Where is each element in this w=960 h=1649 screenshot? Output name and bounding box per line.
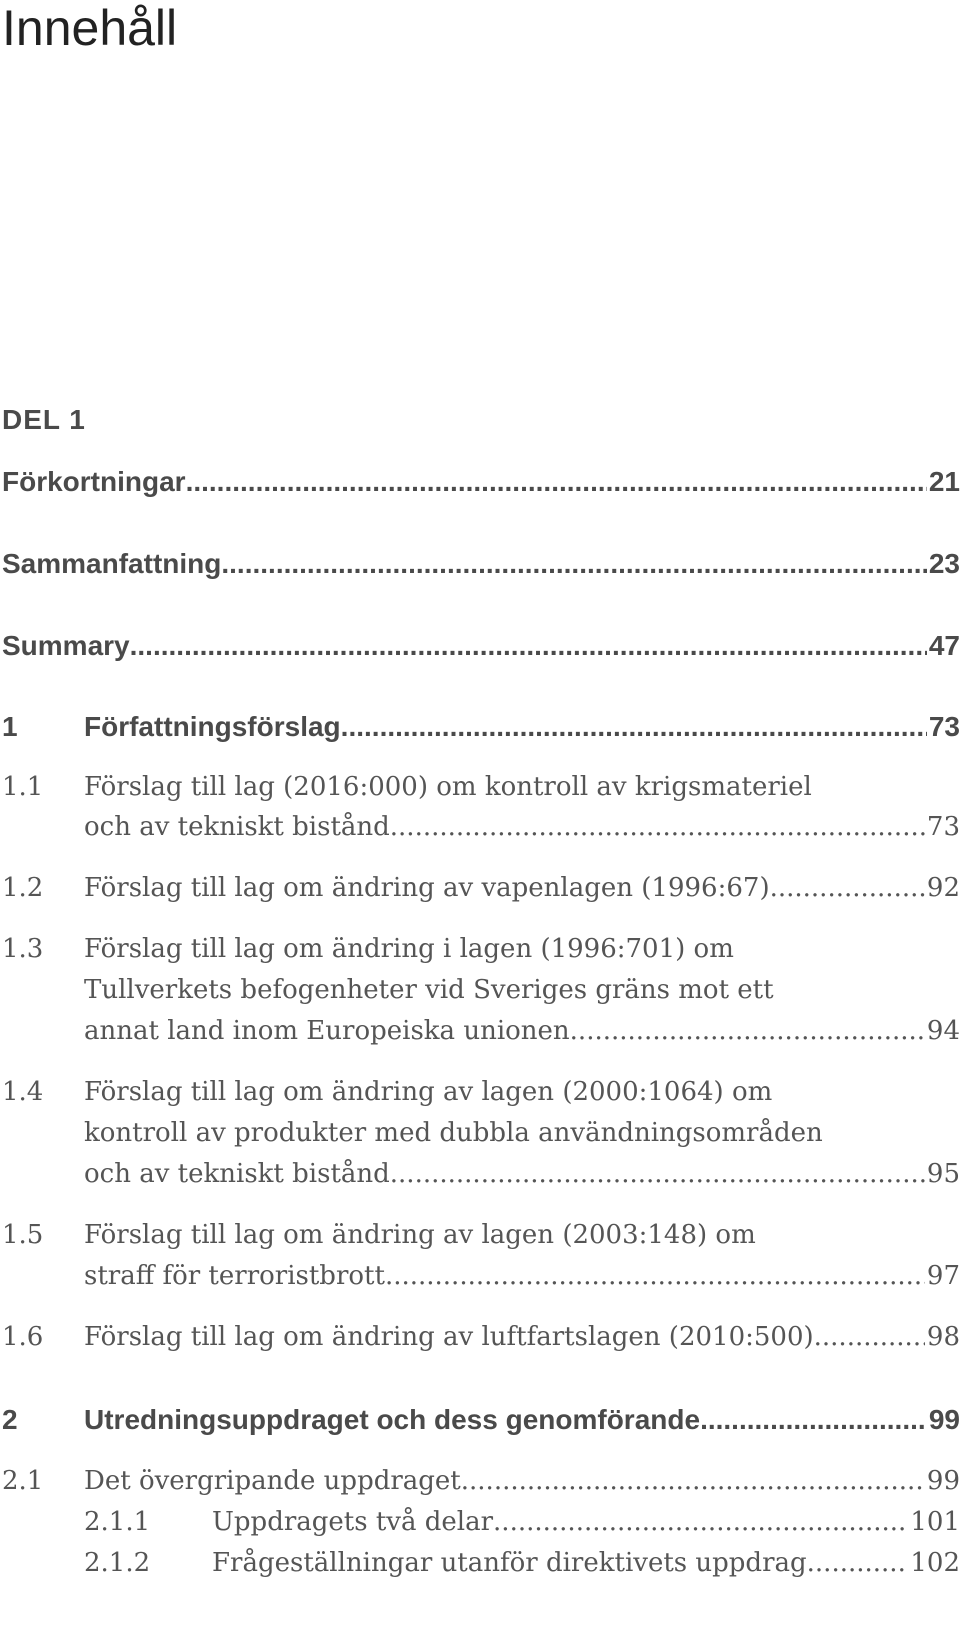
toc-section-number: 2.1 [2, 1466, 44, 1496]
toc-section-number: 2.1.1 [84, 1507, 151, 1537]
toc-entry-title: Förslag till lag om ändring av luftfartslagen (2010:500) [84, 1322, 814, 1352]
dot-leader [186, 466, 927, 498]
toc-page-number: 101 [910, 1507, 960, 1537]
toc-entry-1-2[interactable] [84, 873, 960, 903]
toc-entry-title-line[interactable]: Tullverkets befogenheter vid Sveriges gräns mot ett [84, 975, 774, 1005]
toc-page-number: 98 [926, 1322, 960, 1352]
toc-entry-forkortningar[interactable] [2, 466, 960, 498]
toc-section-number: 1.4 [2, 1077, 44, 1107]
toc-entry-title-line[interactable]: Förslag till lag om ändring i lagen (1996:701) om [84, 934, 734, 964]
dot-leader [493, 1507, 908, 1537]
toc-page-number: 102 [910, 1548, 960, 1578]
toc-page-number: 47 [928, 630, 960, 661]
toc-entry-title-line[interactable]: Förslag till lag (2016:000) om kontroll av krigsmateriel [84, 772, 812, 802]
toc-entry-1-6[interactable] [84, 1322, 960, 1352]
dot-leader [700, 1404, 927, 1436]
toc-entry-title: Summary [2, 630, 130, 661]
dot-leader [814, 1322, 925, 1352]
toc-entry-title: Uppdragets två delar [212, 1507, 494, 1537]
toc-entry-title: Förslag till lag om ändring av vapenlagen (1996:67) [84, 873, 770, 903]
toc-page-number: 97 [926, 1261, 960, 1291]
toc-page-number: 95 [926, 1159, 960, 1189]
dot-leader [221, 548, 926, 580]
toc-entry-title: Författningsförslag [84, 711, 341, 742]
toc-section-number: 1.1 [2, 772, 44, 802]
dot-leader [341, 711, 927, 743]
toc-entry-1-5[interactable] [84, 1261, 960, 1291]
toc-entry-title: Det övergripande uppdraget [84, 1466, 461, 1496]
dot-leader [807, 1548, 909, 1578]
toc-page-number: 73 [926, 812, 960, 842]
toc-page-number: 21 [928, 466, 960, 497]
toc-entry-chapter-1[interactable] [84, 711, 960, 743]
toc-entry-chapter-2[interactable] [84, 1404, 960, 1436]
page-title: Innehåll [2, 0, 178, 56]
toc-entry-1-4[interactable] [84, 1159, 960, 1189]
toc-entry-title-line: annat land inom Europeiska unionen [84, 1016, 570, 1046]
toc-entry-title-line: och av tekniskt bistånd [84, 1159, 390, 1189]
toc-entry-title-line[interactable]: Förslag till lag om ändring av lagen (2000:1064) om [84, 1077, 773, 1107]
toc-entry-title-line: och av tekniskt bistånd [84, 812, 390, 842]
toc-section-number: 1.6 [2, 1322, 44, 1352]
toc-section-number: 1.3 [2, 934, 44, 964]
toc-page-number: 23 [928, 548, 960, 579]
toc-section-number: 1.5 [2, 1220, 44, 1250]
toc-entry-title-line[interactable]: Förslag till lag om ändring av lagen (2003:148) om [84, 1220, 756, 1250]
toc-page-number: 73 [928, 711, 960, 742]
toc-section-number: 1.2 [2, 873, 44, 903]
toc-entry-1-1[interactable] [84, 812, 960, 842]
toc-page-number: 99 [928, 1404, 960, 1435]
toc-section-number: 2 [2, 1404, 18, 1435]
dot-leader [390, 812, 925, 842]
toc-entry-title-line: straff för terroristbrott [84, 1261, 385, 1291]
toc-entry-summary[interactable] [2, 630, 960, 662]
toc-entry-2-1-2[interactable] [212, 1548, 960, 1578]
dot-leader [461, 1466, 925, 1496]
dot-leader [570, 1016, 925, 1046]
toc-section-number: 2.1.2 [84, 1548, 151, 1578]
dot-leader [770, 873, 925, 903]
toc-entry-title: Förkortningar [2, 466, 186, 497]
dot-leader [130, 630, 927, 662]
toc-section-number: 1 [2, 711, 18, 742]
dot-leader [390, 1159, 925, 1189]
toc-page-number: 99 [926, 1466, 960, 1496]
toc-entry-2-1-1[interactable] [212, 1507, 960, 1537]
toc-entry-2-1[interactable] [84, 1466, 960, 1496]
toc-entry-title-line[interactable]: kontroll av produkter med dubbla användningsområden [84, 1118, 823, 1148]
toc-page-number: 92 [926, 873, 960, 903]
toc-entry-title: Frågeställningar utanför direktivets uppdrag [212, 1548, 807, 1578]
toc-page-number: 94 [926, 1016, 960, 1046]
toc-entry-sammanfattning[interactable] [2, 548, 960, 580]
toc-entry-title: Utredningsuppdraget och dess genomförande [84, 1404, 701, 1435]
part-label: DEL 1 [2, 404, 86, 435]
toc-entry-title: Sammanfattning [2, 548, 222, 579]
dot-leader [385, 1261, 925, 1291]
toc-entry-1-3[interactable] [84, 1016, 960, 1046]
